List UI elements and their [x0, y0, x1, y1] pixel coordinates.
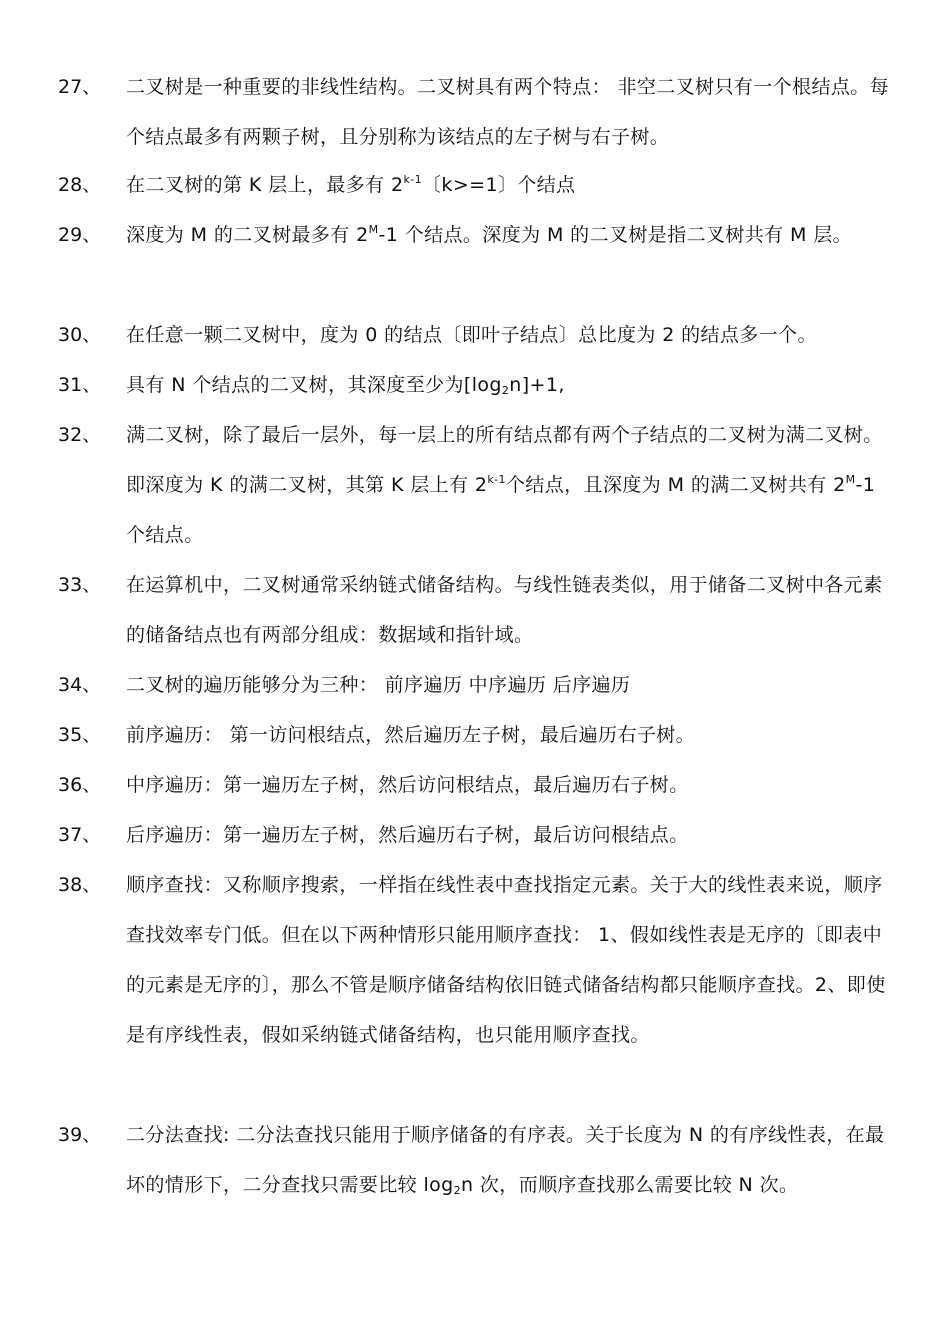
- item-text: [88, 1110, 898, 1210]
- list-item: [58, 760, 898, 810]
- item-number: 28、: [58, 174, 102, 196]
- item-text: [88, 360, 898, 410]
- text-run: -1 个结点。: [126, 474, 876, 546]
- list-item: [58, 710, 898, 760]
- item-text: [88, 810, 898, 860]
- text-run: 二叉树的遍历能够分为三种： 前序遍历 中序遍历 后序遍历: [126, 674, 631, 696]
- text-run: 在任意一颗二叉树中，度为 0 的结点〔即叶子结点〕总比度为 2 的结点多一个。: [126, 324, 817, 346]
- item-text: [88, 310, 898, 360]
- item-text: [88, 560, 898, 660]
- list-item: [58, 210, 898, 260]
- list-item: [58, 1110, 898, 1210]
- list-item: [58, 160, 898, 210]
- text-run: 个结点，且深度为 M 的满二叉树共有 2: [505, 474, 846, 496]
- subscript: 2: [453, 1184, 462, 1197]
- text-run: 后序遍历：第一遍历左子树，然后遍历右子树，最后访问根结点。: [126, 824, 689, 846]
- item-number: 33、: [58, 574, 102, 596]
- item-number: 31、: [58, 374, 102, 396]
- item-number: 39、: [58, 1124, 102, 1146]
- text-run: 满二叉树，除了最后一层外，每一层上的所有结点都有两个子结点的二叉树为满二叉树。即深度为 K 的满二叉树，其第 K 层上有 2: [126, 424, 883, 496]
- text-run: 二叉树是一种重要的非线性结构。二叉树具有两个特点： 非空二叉树只有一个根结点。每个结点最多有两颗子树，且分别称为该结点的左子树与右子树。: [126, 76, 890, 148]
- item-number: 37、: [58, 824, 102, 846]
- item-text: [88, 160, 898, 210]
- item-number: 38、: [58, 874, 102, 896]
- list-item: [58, 62, 898, 162]
- list-item: [58, 360, 898, 410]
- text-run: 前序遍历： 第一访问根结点，然后遍历左子树，最后遍历右子树。: [126, 724, 696, 746]
- superscript: M: [845, 473, 856, 486]
- item-number: 30、: [58, 324, 102, 346]
- list-item: [58, 310, 898, 360]
- item-number: 35、: [58, 724, 102, 746]
- superscript: k-1: [403, 173, 423, 186]
- superscript: k-1: [487, 473, 506, 486]
- list-item: [58, 860, 898, 1060]
- item-number: 36、: [58, 774, 102, 796]
- item-text: [88, 410, 898, 560]
- text-run: 在运算机中，二叉树通常采纳链式储备结构。与线性链表类似，用于储备二叉树中各元素的储备结点也有两部分组成：数据域和指针域。: [126, 574, 883, 646]
- list-item: [58, 410, 898, 560]
- item-number: 34、: [58, 674, 102, 696]
- text-run: n 次，而顺序查找那么需要比较 N 次。: [461, 1174, 799, 1196]
- subscript: 2: [501, 384, 510, 397]
- text-run: 深度为 M 的二叉树最多有 2: [126, 224, 369, 246]
- text-run: 具有 N 个结点的二叉树，其深度至少为[log: [126, 374, 502, 396]
- list-item: [58, 810, 898, 860]
- item-number: 32、: [58, 424, 102, 446]
- item-text: [88, 660, 898, 710]
- text-run: n]+1,: [509, 374, 565, 396]
- text-run: 二分法查找: 二分法查找只能用于顺序储备的有序表。关于长度为 N 的有序线性表，在最坏的情形下，二分查找只需要比较 log: [126, 1124, 885, 1196]
- item-text: [88, 62, 898, 162]
- text-run: 顺序查找：又称顺序搜索，一样指在线性表中查找指定元素。关于大的线性表来说，顺序查找效率专门低。但在以下两种情形只能用顺序查找： 1、假如线性表是无序的〔即表中的元素是无序的〕，那么不管是顺序储备结构依旧链式储备结构都只能顺序查找。2、即使是有序线性表，假如采纳链式储备结构，也只能用顺序查找。: [126, 874, 886, 1046]
- list-item: [58, 560, 898, 660]
- list-item: [58, 660, 898, 710]
- superscript: M: [368, 223, 379, 236]
- item-text: [88, 710, 898, 760]
- item-text: [88, 860, 898, 1060]
- item-text: [88, 760, 898, 810]
- text-run: 〔k>=1〕个结点: [422, 174, 576, 196]
- text-run: -1 个结点。深度为 M 的二叉树是指二叉树共有 M 层。: [378, 224, 853, 246]
- text-run: 在二叉树的第 K 层上，最多有 2: [126, 174, 404, 196]
- item-text: [88, 210, 898, 260]
- item-number: 27、: [58, 76, 102, 98]
- item-number: 29、: [58, 224, 102, 246]
- text-run: 中序遍历：第一遍历左子树，然后访问根结点，最后遍历右子树。: [126, 774, 689, 796]
